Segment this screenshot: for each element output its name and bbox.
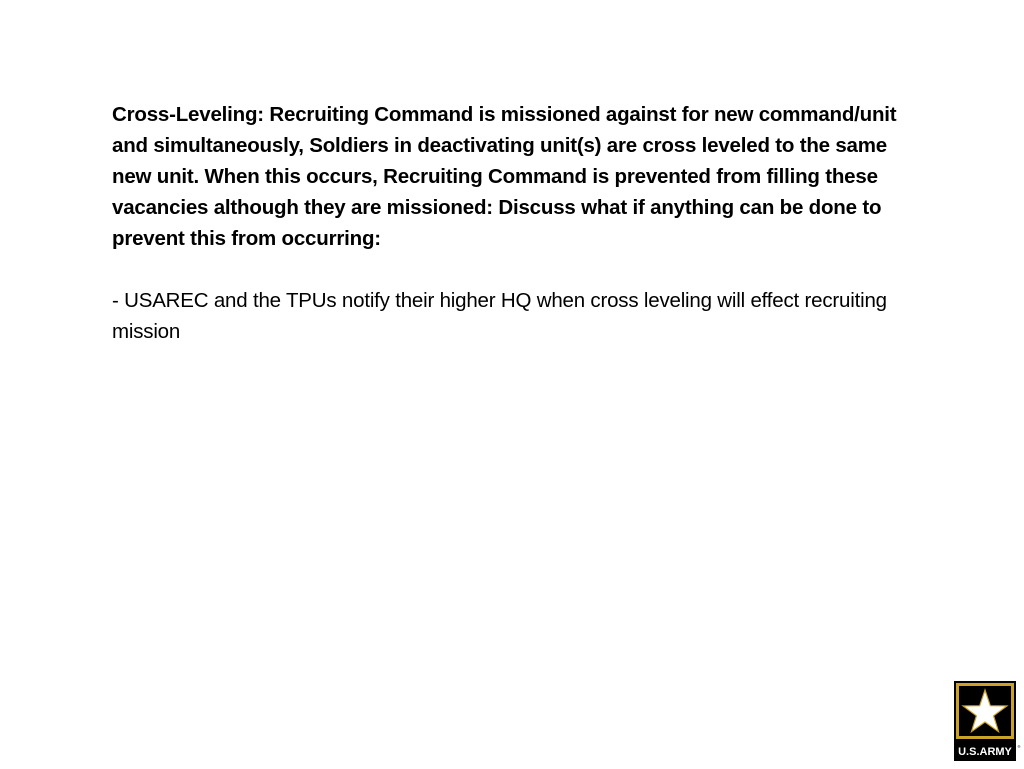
army-star-logo-icon	[953, 680, 1019, 764]
discussion-question: Cross-Leveling: Recruiting Command is missioned against for new command/unit and simultaneously, Soldiers in deactivating unit(s) are cross leveled to the same new unit. When this occurs, Recruiting Command is prevented from filling these vacancies although they are missioned: Discuss what if anything can be done to prevent this from occurring:	[112, 103, 897, 250]
logo-text: U.S.ARMY	[958, 746, 1012, 758]
answer-bullet: - USAREC and the TPUs notify their higher HQ when cross leveling will effect recruiting mission	[112, 289, 887, 343]
slide-content	[112, 99, 912, 347]
svg-text:®: ®	[1017, 744, 1021, 749]
